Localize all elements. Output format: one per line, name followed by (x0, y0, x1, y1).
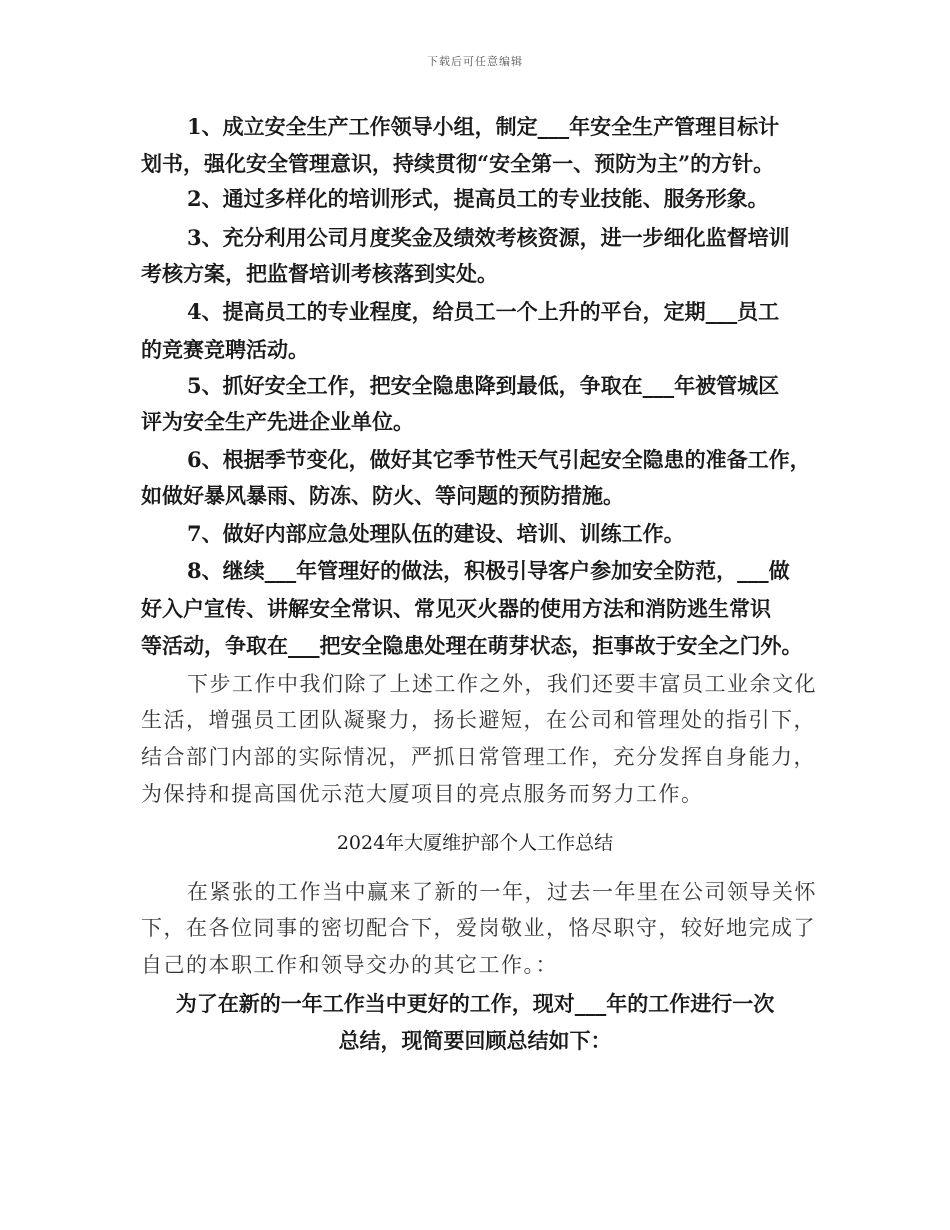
item-3-line-2: 考核方案，把监督培训考核落到实处。 (141, 261, 498, 286)
summary-lead-line-2: 总结，现简要回顾总结如下： (338, 1028, 612, 1053)
item-8-line-1: 8、继续___年管理好的做法，积极引导客户参加安全防范，___做 (187, 558, 790, 583)
intro-line-3: 自己的本职工作和领导交办的其它工作。： (141, 953, 558, 977)
closing-line-1: 下步工作中我们除了上述工作之外，我们还要丰富员工业余文化 (187, 672, 817, 696)
item-5-line-2: 评为安全生产先进企业单位。 (141, 409, 414, 434)
intro-line-2: 下，在各位同事的密切配合下，爱岗敬业，恪尽职守，较好地完成了 (141, 916, 816, 940)
item-3-line-1: 3、充分利用公司月度奖金及绩效考核资源，进一步细化监督培训 (187, 225, 790, 250)
closing-line-3: 结合部门内部的实际情况，严抓日常管理工作，充分发挥自身能力， (141, 745, 816, 769)
item-8-line-3: 等活动，争取在___把安全隐患处理在萌芽状态，拒事故于安全之门外。 (141, 633, 803, 658)
item-5-line-1: 5、抓好安全工作，把安全隐患降到最低，争取在___年被管城区 (187, 373, 780, 398)
item-6-line-1: 6、根据季节变化，做好其它季节性天气引起安全隐患的准备工作， (187, 447, 811, 472)
item-2-line-1: 2、通过多样化的培训形式，提高员工的专业技能、服务形象。 (187, 186, 769, 211)
item-4-line-1: 4、提高员工的专业程度，给员工一个上升的平台，定期___员工 (187, 299, 780, 324)
item-7-line-1: 7、做好内部应急处理队伍的建设、培训、训练工作。 (187, 521, 685, 546)
closing-line-4: 为保持和提高国优示范大厦项目的亮点服务而努力工作。 (141, 782, 704, 806)
item-1-line-2: 划书，强化安全管理意识，持续贯彻“安全第一、预防为主”的方针。 (141, 151, 775, 176)
closing-line-2: 生活，增强员工团队凝聚力，扬长避短，在公司和管理处的指引下， (141, 708, 816, 732)
item-6-line-2: 如做好暴风暴雨、防冻、防火、等问题的预防措施。 (141, 483, 624, 508)
intro-line-1: 在紧张的工作当中赢来了新的一年，过去一年里在公司领导关怀 (187, 880, 817, 904)
item-8-line-2: 好入户宣传、讲解安全常识、常见灭火器的使用方法和消防逃生常识 (141, 596, 771, 621)
item-4-line-2: 的竞赛竞聘活动。 (141, 337, 309, 362)
section-title: 2024年大厦维护部个人工作总结 (336, 832, 614, 854)
item-1-line-1: 1、成立安全生产工作领导小组，制定___年安全生产管理目标计 (187, 114, 780, 139)
summary-lead-line-1: 为了在新的一年工作当中更好的工作，现对___年的工作进行一次 (175, 991, 775, 1016)
page-header-note: 下载后可任意编辑 (427, 55, 523, 68)
